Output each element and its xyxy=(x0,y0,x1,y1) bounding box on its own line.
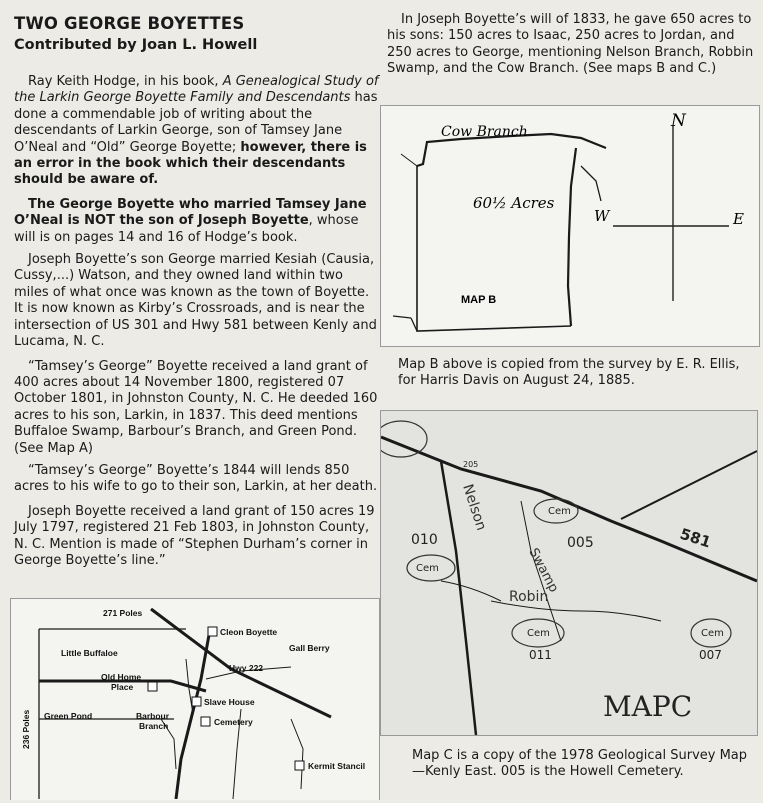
left-column xyxy=(14,74,380,569)
map-a-kermit-stancil: Kermit Stancil xyxy=(308,761,366,771)
book-title: A Genealogical Study of the Larkin George Boyette Family and Descendants xyxy=(14,74,379,106)
map-c-cem-011: Cem xyxy=(527,628,550,639)
map-a-hwy-222: Hwy 222 xyxy=(229,663,264,673)
map-a-old-home: Old Home xyxy=(101,672,142,682)
map-a-little-buffaloe: Little Buffaloe xyxy=(61,648,118,658)
map-a-cemetery: Cemetery xyxy=(214,717,253,727)
map-c-robin: Robin xyxy=(509,589,549,605)
map-c-num-205: 205 xyxy=(463,460,479,469)
map-c-label: MAPC xyxy=(603,690,693,723)
paragraph-will-1844: “Tamsey’s George” Boyette’s 1844 will lends 850 acres to his wife to go to their son, Larkin, at her death. xyxy=(14,462,378,495)
map-c-num-010: 010 xyxy=(411,532,438,548)
map-b-north: N xyxy=(671,111,686,131)
map-a-barbour-branch: Branch xyxy=(139,721,169,731)
map-c-num-005: 005 xyxy=(567,535,594,551)
map-b-caption: Map B above is copied from the survey by E. R. Ellis, for Harris Davis on August 24, 1885. xyxy=(398,357,740,389)
map-a-slave-house: Slave House xyxy=(204,697,255,707)
map-a-drawing xyxy=(11,599,379,799)
map-a-barbour: Barbour xyxy=(136,711,170,721)
map-c-drawing xyxy=(381,411,757,735)
map-c-cem-005: Cem xyxy=(548,506,571,517)
map-b xyxy=(380,105,760,347)
map-c-caption: Map C is a copy of the 1978 Geological Survey Map—Kenly East. 005 is the Howell Cemetery. xyxy=(412,748,748,780)
map-a-green-pond: Green Pond xyxy=(44,711,93,721)
map-a-slave-house-icon xyxy=(192,697,201,706)
map-c-num-007: 007 xyxy=(699,648,722,662)
map-b-cow-branch: Cow Branch xyxy=(441,124,528,140)
map-c-road-581: 581 xyxy=(677,524,714,552)
map-a-cleon-boyette: Cleon Boyette xyxy=(220,627,278,637)
paragraph-land-grant: “Tamsey’s George” Boyette received a land grant of 400 acres about 14 November 1800, registered 07 October 1801, in Johnston County, N. C. He deeded 160 acres to his son, Larkin, in 1837. This deed mentions Buffaloe Swamp, Barbour’s Branch, and Green Pond. (See Map A) xyxy=(14,358,378,456)
map-a-gall-berry: Gall Berry xyxy=(289,643,330,653)
map-a-old-home-icon xyxy=(148,682,157,691)
map-c xyxy=(380,410,758,736)
map-a-old-home-place: Place xyxy=(111,682,134,692)
article-title: TWO GEORGE BOYETTES xyxy=(14,14,245,33)
map-b-drawing xyxy=(381,106,759,346)
map-b-east: E xyxy=(733,210,744,228)
map-a-cleon-house-icon xyxy=(208,627,217,636)
map-c-num-011: 011 xyxy=(529,648,552,662)
paragraph-joseph-grant: Joseph Boyette received a land grant of 150 acres 19 July 1797, registered 21 Feb 1803, in Johnston County, N. C. Mention is made of “Stephen Durham’s corner in George Boyette’s line.” xyxy=(14,503,375,568)
article-byline: Contributed by Joan L. Howell xyxy=(14,37,258,53)
map-c-swamp: Swamp xyxy=(525,545,562,596)
paragraph-kesiah: Joseph Boyette’s son George married Kesiah (Causia, Cussy,...) Watson, and they owned land within two miles of what once was known as the town of Boyette. It is now known as Kirby’s Crossroads, and is near the intersection of US 301 and Hwy 581 between Kenly and Lucama, N. C. xyxy=(14,252,377,350)
map-c-nelson: Nelson xyxy=(459,482,490,533)
map-a-kermit-house-icon xyxy=(295,761,304,770)
map-b-label: MAP B xyxy=(461,294,497,306)
right-column-intro: In Joseph Boyette’s will of 1833, he gave 650 acres to his sons: 150 acres to Isaac, 250 acres to Jordan, and 250 acres to George, mentioning Nelson Branch, Robbin Swamp, and the Cow Branch. (See maps B and C.) xyxy=(387,12,754,77)
map-b-west: W xyxy=(594,207,610,225)
map-c-cem-007: Cem xyxy=(701,628,724,639)
map-b-acres: 60½ Acres xyxy=(473,194,555,212)
paragraph-hodge: Ray Keith Hodge, in his book, A Genealogical Study of the Larkin George Boyette Family and Descendants has done a commendable job of writing about the descendants of Larkin George, son of Tamsey Jane O’Neal and “Old” George Boyette; however, there is an error in the book which their descendants should be aware of. xyxy=(14,74,379,188)
map-a-236-poles: 236 Poles xyxy=(21,709,31,749)
map-a-cemetery-icon xyxy=(201,717,210,726)
map-a-271-poles: 271 Poles xyxy=(103,608,143,618)
paragraph-error: The George Boyette who married Tamsey Jane O’Neal is NOT the son of Joseph Boyette, whose will is on pages 14 and 16 of Hodge’s book. xyxy=(14,196,367,245)
map-c-cem-010: Cem xyxy=(416,563,439,574)
map-a xyxy=(10,598,380,800)
